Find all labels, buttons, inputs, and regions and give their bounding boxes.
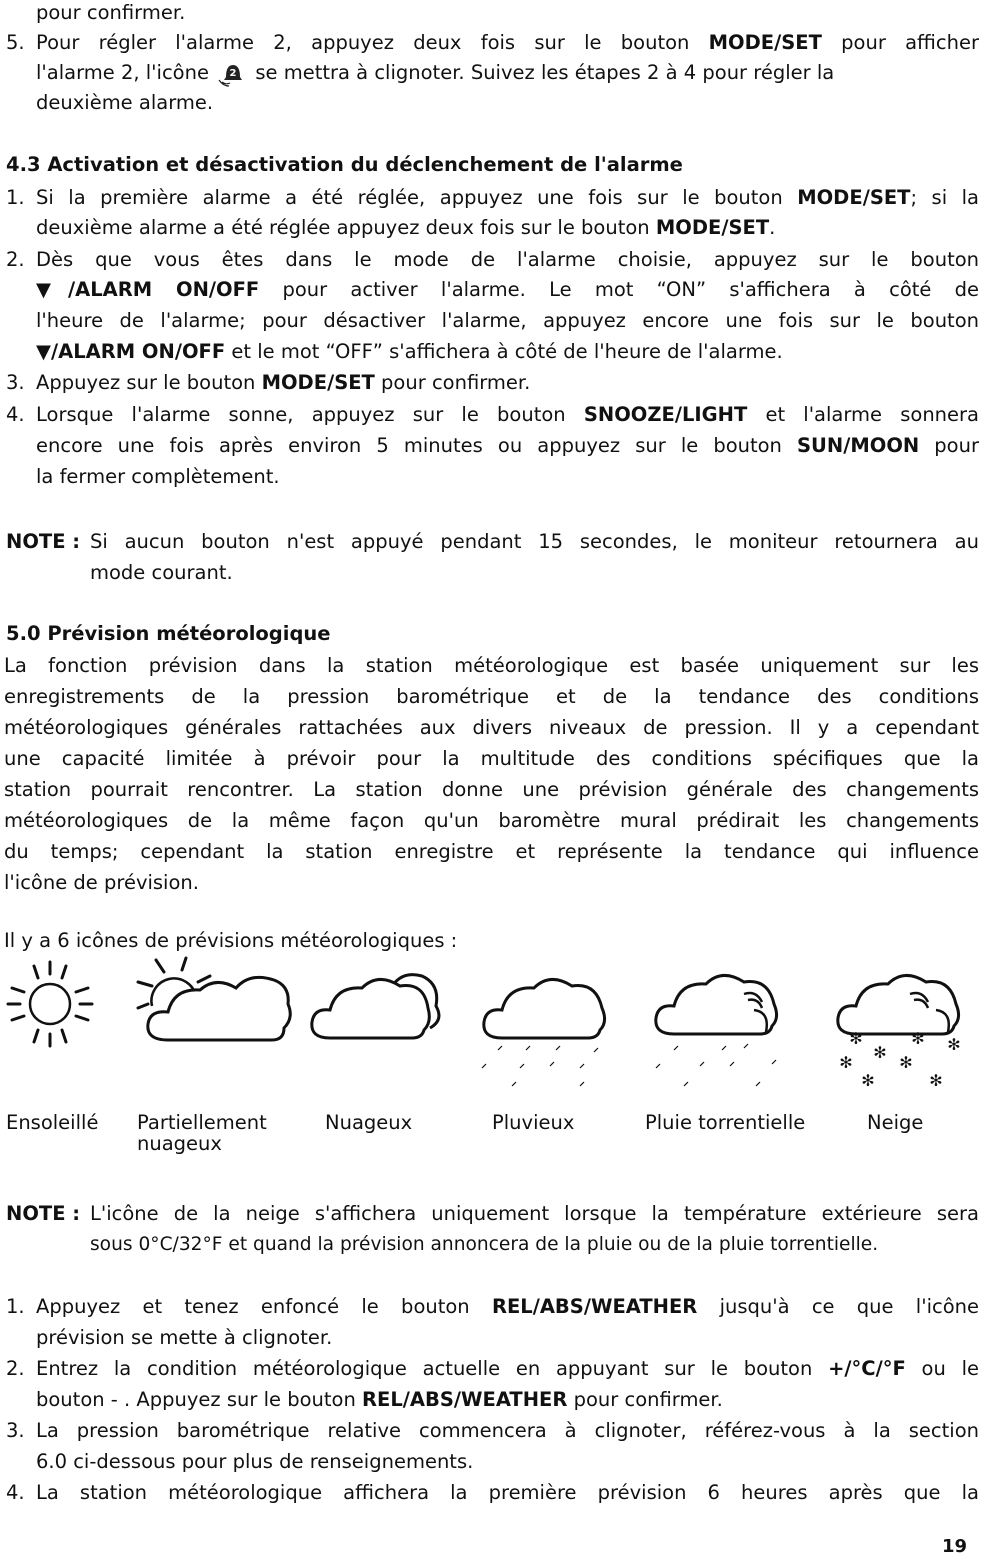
text-line: Si la première alarme a été réglée, appuyez une fois sur le bouton MODE/SET; si la bbox=[36, 186, 979, 209]
svg-text:✻: ✻ bbox=[839, 1053, 853, 1072]
note-label: NOTE : bbox=[6, 1202, 81, 1225]
svg-text:✻: ✻ bbox=[947, 1035, 961, 1054]
alarm-2-icon bbox=[215, 61, 249, 87]
text-line: enregistrements de la pression barométrique et de la tendance des conditions bbox=[4, 685, 979, 708]
list-number: 1. bbox=[6, 1295, 25, 1318]
text-line: station pourrait rencontrer. La station donne une prévision générale des changements bbox=[4, 778, 979, 801]
list-number: 4. bbox=[6, 403, 25, 426]
icon-caption: Nuageux bbox=[325, 1111, 413, 1134]
text-line: sous 0°C/32°F et quand la prévision annoncera de la pluie ou de la pluie torrentielle. bbox=[90, 1234, 879, 1255]
text-line: ▼/ALARM ON/OFF et le mot “OFF” s'affichera à côté de l'heure de l'alarme. bbox=[36, 340, 783, 363]
text-line: météorologiques de la même façon qu'un baromètre mural prédirait les changements bbox=[4, 809, 979, 832]
note-label: NOTE : bbox=[6, 530, 81, 553]
icon-caption: Pluvieux bbox=[492, 1111, 575, 1134]
text-line: encore une fois après environ 5 minutes ou appuyez sur le bouton SUN/MOON pour bbox=[36, 434, 979, 457]
icon-caption: Pluie torrentielle bbox=[645, 1111, 806, 1134]
section-heading: 4.3 Activation et désactivation du déclenchement de l'alarme bbox=[6, 153, 683, 176]
text-line: Appuyez sur le bouton MODE/SET pour confirmer. bbox=[36, 371, 531, 394]
text-line: La fonction prévision dans la station météorologique est basée uniquement sur les bbox=[4, 654, 979, 677]
text-line: du temps; cependant la station enregistre et représente la tendance qui influence bbox=[4, 840, 979, 863]
svg-text:✻: ✻ bbox=[929, 1071, 943, 1090]
text-line: Appuyez et tenez enfoncé le bouton REL/ABS/WEATHER jusqu'à ce que l'icône bbox=[36, 1295, 980, 1318]
icon-caption: Neige bbox=[867, 1111, 924, 1134]
text-line: La pression barométrique relative commencera à clignoter, référez-vous à la section bbox=[36, 1419, 979, 1442]
text-line: météorologiques générales rattachées aux divers niveaux de pression. Il y a cependant bbox=[4, 716, 979, 739]
list-number: 2. bbox=[6, 1357, 25, 1380]
list-number: 5. bbox=[6, 31, 25, 54]
cloudy-icon bbox=[308, 966, 444, 1046]
text-line: Dès que vous êtes dans le mode de l'alarme choisie, appuyez sur le bouton bbox=[36, 248, 979, 271]
snow-icon bbox=[834, 962, 970, 1102]
list-number: 4. bbox=[6, 1481, 25, 1504]
text-line: deuxième alarme a été réglée appuyez deux fois sur le bouton MODE/SET. bbox=[36, 216, 776, 239]
text-line: Si aucun bouton n'est appuyé pendant 15 secondes, le moniteur retournera au bbox=[90, 530, 979, 553]
text-line: la fermer complètement. bbox=[36, 465, 280, 488]
list-number: 1. bbox=[6, 186, 25, 209]
svg-text:2: 2 bbox=[229, 67, 237, 79]
icon-caption: Partiellement bbox=[137, 1111, 267, 1134]
text-line: deuxième alarme. bbox=[36, 91, 214, 114]
text-line: mode courant. bbox=[90, 561, 233, 584]
svg-text:✻: ✻ bbox=[911, 1029, 925, 1048]
text-line: Lorsque l'alarme sonne, appuyez sur le bouton SNOOZE/LIGHT et l'alarme sonnera bbox=[36, 403, 980, 426]
partly-cloudy-icon bbox=[134, 956, 296, 1048]
icon-caption: nuageux bbox=[137, 1132, 222, 1155]
list-number: 2. bbox=[6, 248, 25, 271]
rainy-icon bbox=[480, 966, 616, 1106]
text-line: Entrez la condition météorologique actuelle en appuyant sur le bouton +/°C/°F ou le bbox=[36, 1357, 979, 1380]
text-line: La station météorologique affichera la première prévision 6 heures après que la bbox=[36, 1481, 979, 1504]
text-line: ▼/ALARM ON/OFF pour activer l'alarme. Le mot “ON” s'affichera à côté de bbox=[36, 278, 979, 301]
page-number: 19 bbox=[941, 1536, 967, 1557]
text-line: bouton - . Appuyez sur le bouton REL/ABS/WEATHER pour confirmer. bbox=[36, 1388, 723, 1411]
text-line: prévision se mette à clignoter. bbox=[36, 1326, 333, 1349]
svg-text:✻: ✻ bbox=[899, 1053, 913, 1072]
text-line: 6.0 ci-dessous pour plus de renseignements. bbox=[36, 1450, 474, 1473]
text-line: l'alarme 2, l'icône 2 se mettra à clignoter. Suivez les étapes 2 à 4 pour régler la bbox=[36, 58, 979, 88]
sunny-icon bbox=[4, 958, 96, 1050]
text-line: Il y a 6 icônes de prévisions météorologiques : bbox=[4, 929, 458, 952]
text-line: pour confirmer. bbox=[36, 1, 186, 24]
section-heading: 5.0 Prévision météorologique bbox=[6, 622, 331, 645]
list-number: 3. bbox=[6, 1419, 25, 1442]
text-line: L'icône de la neige s'affichera uniquement lorsque la température extérieure sera bbox=[90, 1202, 979, 1225]
text-line: l'icône de prévision. bbox=[4, 871, 199, 894]
icon-caption: Ensoleillé bbox=[6, 1111, 99, 1134]
text-line: l'heure de l'alarme; pour désactiver l'alarme, appuyez encore une fois sur le bouton bbox=[36, 309, 979, 332]
list-number: 3. bbox=[6, 371, 25, 394]
text-line: Pour régler l'alarme 2, appuyez deux fois sur le bouton MODE/SET pour afficher bbox=[36, 31, 979, 54]
svg-text:✻: ✻ bbox=[861, 1071, 875, 1090]
text-line: une capacité limitée à prévoir pour la multitude des conditions spécifiques que la bbox=[4, 747, 979, 770]
heavy-rain-icon bbox=[652, 962, 788, 1102]
svg-text:✻: ✻ bbox=[873, 1043, 887, 1062]
svg-text:✻: ✻ bbox=[849, 1029, 863, 1048]
